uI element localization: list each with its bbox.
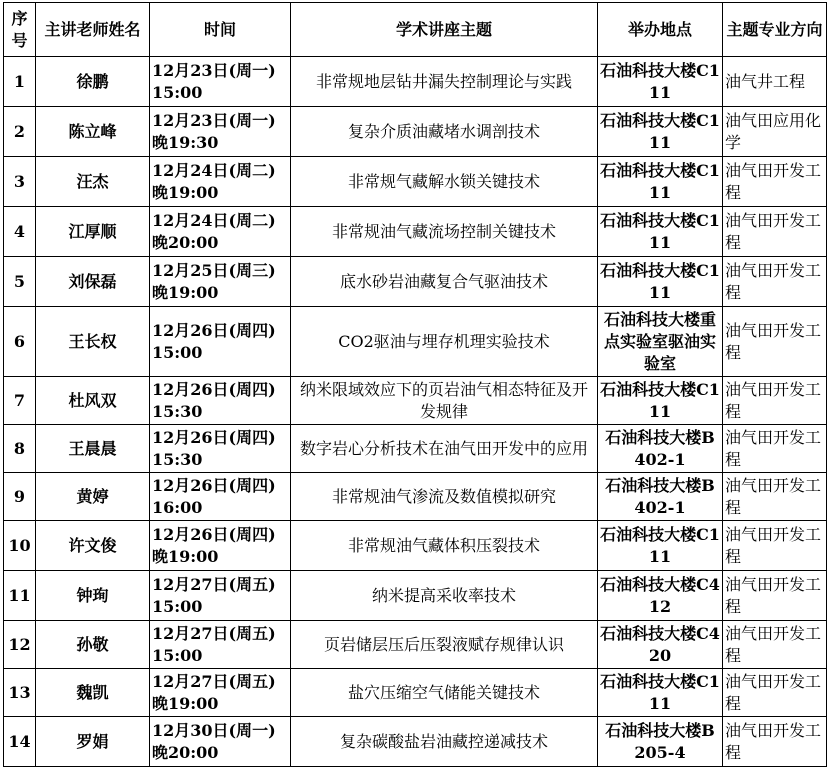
lecture-place: 石油科技大楼C111 [598, 669, 723, 717]
row-number: 3 [4, 157, 36, 207]
lecture-place: 石油科技大楼C111 [598, 107, 723, 157]
lecture-time [150, 207, 291, 257]
col-header-teacher: 主讲老师姓名 [36, 3, 150, 57]
topic-direction: 油气田开发工程 [723, 307, 827, 377]
row-number: 1 [4, 57, 36, 107]
lecture-clock-time: 晚20:00 [152, 232, 219, 252]
col-header-topic: 学术讲座主题 [291, 3, 598, 57]
topic-direction: 油气田应用化学 [723, 107, 827, 157]
lecture-schedule-table [3, 2, 827, 767]
teacher-name: 孙敬 [36, 621, 150, 669]
lecture-date: 12月26日(周四) [152, 320, 276, 340]
lecture-clock-time: 晚19:00 [152, 546, 219, 566]
lecture-place: 石油科技大楼C111 [598, 257, 723, 307]
lecture-clock-time: 15:00 [152, 645, 203, 665]
table-row [4, 377, 827, 425]
table-row [4, 473, 827, 521]
lecture-date: 12月26日(周四) [152, 524, 276, 544]
lecture-place: 石油科技大楼B205-4 [598, 717, 723, 767]
col-header-time: 时间 [150, 3, 291, 57]
table-row [4, 57, 827, 107]
lecture-clock-time: 16:00 [152, 497, 203, 517]
topic-direction: 油气田开发工程 [723, 717, 827, 767]
teacher-name: 刘保磊 [36, 257, 150, 307]
row-number: 2 [4, 107, 36, 157]
col-header-number: 序号 [4, 3, 36, 57]
topic-direction: 油气田开发工程 [723, 621, 827, 669]
lecture-topic: 纳米限域效应下的页岩油气相态特征及开发规律 [291, 377, 598, 425]
lecture-topic: 复杂介质油藏堵水调剖技术 [291, 107, 598, 157]
topic-direction: 油气田开发工程 [723, 377, 827, 425]
teacher-name: 江厚顺 [36, 207, 150, 257]
teacher-name: 王晨晨 [36, 425, 150, 473]
row-number: 5 [4, 257, 36, 307]
table-row [4, 717, 827, 767]
topic-direction: 油气田开发工程 [723, 571, 827, 621]
lecture-topic: 纳米提高采收率技术 [291, 571, 598, 621]
table-row [4, 157, 827, 207]
lecture-clock-time: 晚19:30 [152, 132, 219, 152]
table-body [4, 57, 827, 767]
row-number: 7 [4, 377, 36, 425]
lecture-place: 石油科技大楼C111 [598, 377, 723, 425]
lecture-place: 石油科技大楼C111 [598, 521, 723, 571]
row-number: 4 [4, 207, 36, 257]
lecture-clock-time: 晚19:00 [152, 693, 219, 713]
lecture-topic: 页岩储层压后压裂液赋存规律认识 [291, 621, 598, 669]
lecture-date: 12月26日(周四) [152, 379, 276, 399]
lecture-topic: CO2驱油与埋存机理实验技术 [291, 307, 598, 377]
table-row [4, 571, 827, 621]
lecture-date: 12月24日(周二) [152, 210, 276, 230]
table-row [4, 107, 827, 157]
row-number: 14 [4, 717, 36, 767]
teacher-name: 杜风双 [36, 377, 150, 425]
lecture-topic: 数字岩心分析技术在油气田开发中的应用 [291, 425, 598, 473]
lecture-date: 12月25日(周三) [152, 260, 276, 280]
teacher-name: 许文俊 [36, 521, 150, 571]
table-row [4, 207, 827, 257]
table-row [4, 621, 827, 669]
table-row [4, 425, 827, 473]
lecture-time [150, 157, 291, 207]
table-row [4, 257, 827, 307]
teacher-name: 魏凯 [36, 669, 150, 717]
row-number: 12 [4, 621, 36, 669]
lecture-time [150, 377, 291, 425]
teacher-name: 汪杰 [36, 157, 150, 207]
teacher-name: 徐鹏 [36, 57, 150, 107]
lecture-date: 12月23日(周一) [152, 60, 276, 80]
table-row [4, 307, 827, 377]
lecture-time [150, 621, 291, 669]
teacher-name: 罗娟 [36, 717, 150, 767]
lecture-date: 12月30日(周一) [152, 720, 276, 740]
lecture-clock-time: 晚20:00 [152, 742, 219, 762]
lecture-time [150, 571, 291, 621]
lecture-topic: 盐穴压缩空气储能关键技术 [291, 669, 598, 717]
lecture-place: 石油科技大楼B402-1 [598, 425, 723, 473]
topic-direction: 油气田开发工程 [723, 425, 827, 473]
lecture-topic: 非常规油气渗流及数值模拟研究 [291, 473, 598, 521]
lecture-topic: 非常规油气藏体积压裂技术 [291, 521, 598, 571]
lecture-time [150, 257, 291, 307]
lecture-topic: 底水砂岩油藏复合气驱油技术 [291, 257, 598, 307]
table-row [4, 521, 827, 571]
table-row [4, 669, 827, 717]
lecture-place: 石油科技大楼重点实验室驱油实验室 [598, 307, 723, 377]
lecture-topic: 非常规油气藏流场控制关键技术 [291, 207, 598, 257]
lecture-topic: 非常规地层钻井漏失控制理论与实践 [291, 57, 598, 107]
teacher-name: 黄婷 [36, 473, 150, 521]
lecture-clock-time: 15:00 [152, 342, 203, 362]
topic-direction: 油气田开发工程 [723, 157, 827, 207]
lecture-date: 12月27日(周五) [152, 671, 276, 691]
row-number: 8 [4, 425, 36, 473]
header-row [4, 3, 827, 57]
topic-direction: 油气田开发工程 [723, 669, 827, 717]
topic-direction: 油气田开发工程 [723, 521, 827, 571]
lecture-place: 石油科技大楼C111 [598, 57, 723, 107]
lecture-place: 石油科技大楼B402-1 [598, 473, 723, 521]
col-header-place: 举办地点 [598, 3, 723, 57]
lecture-time [150, 307, 291, 377]
topic-direction: 油气田开发工程 [723, 207, 827, 257]
teacher-name: 王长权 [36, 307, 150, 377]
lecture-date: 12月26日(周四) [152, 427, 276, 447]
lecture-time [150, 57, 291, 107]
lecture-time [150, 669, 291, 717]
lecture-date: 12月27日(周五) [152, 574, 276, 594]
lecture-time [150, 717, 291, 767]
lecture-time [150, 425, 291, 473]
lecture-date: 12月26日(周四) [152, 475, 276, 495]
row-number: 11 [4, 571, 36, 621]
lecture-time [150, 521, 291, 571]
lecture-time [150, 107, 291, 157]
lecture-clock-time: 晚19:00 [152, 282, 219, 302]
topic-direction: 油气田开发工程 [723, 473, 827, 521]
lecture-place: 石油科技大楼C420 [598, 621, 723, 669]
lecture-clock-time: 15:30 [152, 449, 203, 469]
teacher-name: 钟珣 [36, 571, 150, 621]
topic-direction: 油气田开发工程 [723, 257, 827, 307]
teacher-name: 陈立峰 [36, 107, 150, 157]
col-header-direction: 主题专业方向 [723, 3, 827, 57]
lecture-time [150, 473, 291, 521]
lecture-clock-time: 15:30 [152, 401, 203, 421]
lecture-clock-time: 晚19:00 [152, 182, 219, 202]
lecture-topic: 复杂碳酸盐岩油藏控递减技术 [291, 717, 598, 767]
row-number: 9 [4, 473, 36, 521]
row-number: 13 [4, 669, 36, 717]
lecture-date: 12月24日(周二) [152, 160, 276, 180]
lecture-clock-time: 15:00 [152, 596, 203, 616]
row-number: 10 [4, 521, 36, 571]
lecture-topic: 非常规气藏解水锁关键技术 [291, 157, 598, 207]
lecture-date: 12月23日(周一) [152, 110, 276, 130]
lecture-place: 石油科技大楼C111 [598, 207, 723, 257]
topic-direction: 油气井工程 [723, 57, 827, 107]
lecture-place: 石油科技大楼C111 [598, 157, 723, 207]
lecture-clock-time: 15:00 [152, 82, 203, 102]
lecture-place: 石油科技大楼C412 [598, 571, 723, 621]
row-number: 6 [4, 307, 36, 377]
lecture-date: 12月27日(周五) [152, 623, 276, 643]
